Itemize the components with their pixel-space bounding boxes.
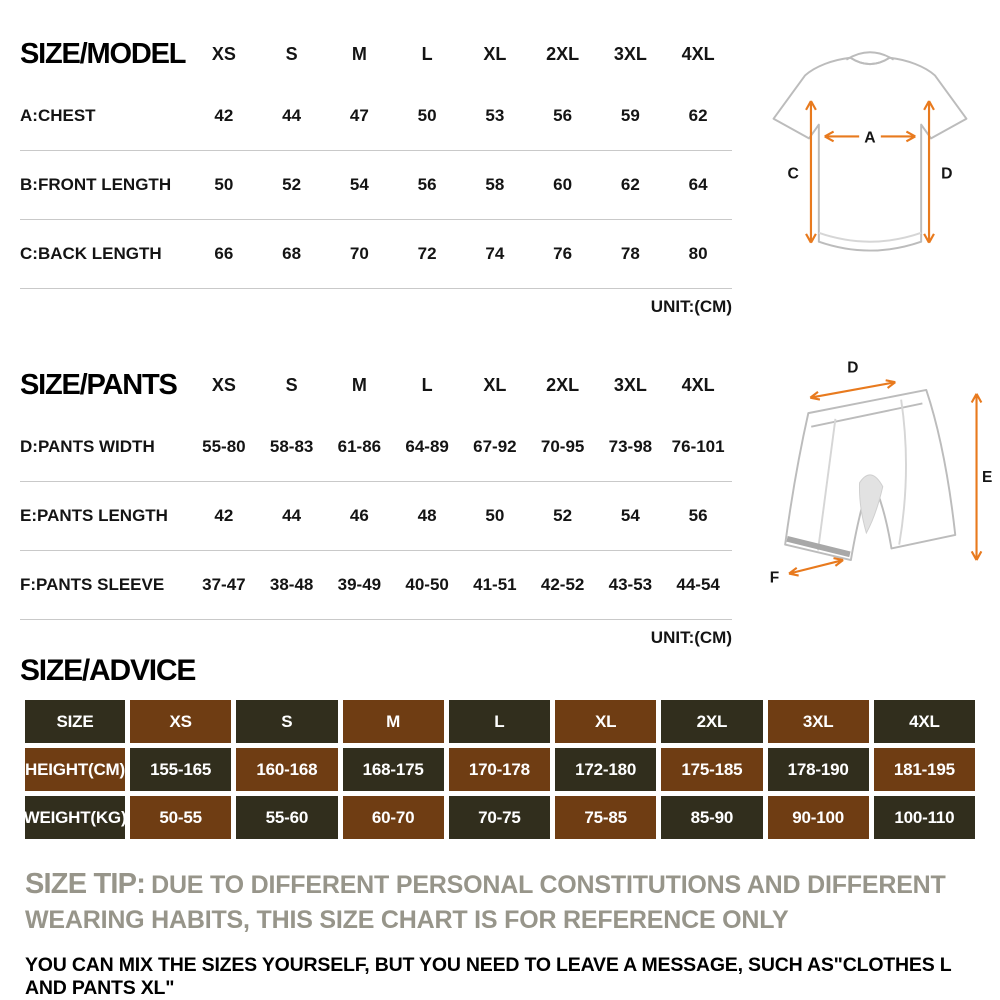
advice-header-cell: SIZE	[25, 700, 125, 743]
shorts-diagram	[754, 359, 998, 591]
size-header-row	[20, 357, 732, 413]
measurement-row	[20, 482, 732, 551]
section-title: SIZE/PANTS	[20, 368, 177, 401]
size-value-cell: 67-92	[473, 437, 517, 456]
size-col-header: 2XL	[546, 43, 580, 64]
measurement-row-label: C:BACK LENGTH	[20, 244, 162, 263]
size-value-cell: 58	[485, 175, 505, 194]
jersey-outline	[774, 52, 967, 250]
advice-value-cell: 100-110	[874, 796, 975, 839]
size-value-cell: 52	[282, 175, 302, 194]
size-value-cell: 50	[417, 106, 437, 125]
jersey-front-length-label: D	[941, 165, 953, 183]
size-value-cell: 66	[214, 244, 234, 263]
size-col-header: XL	[483, 43, 507, 64]
size-pants-section	[0, 331, 1000, 648]
jersey-diagram	[742, 40, 998, 286]
size-tip	[25, 865, 970, 938]
advice-value-cell: 90-100	[768, 796, 869, 839]
advice-value-cell: 55-60	[236, 796, 337, 839]
size-value-cell: 78	[620, 244, 640, 263]
size-value-cell: 40-50	[405, 575, 449, 594]
size-value-cell: 43-53	[608, 575, 653, 594]
shorts-width-label: D	[847, 359, 859, 377]
advice-value-cell: 75-85	[555, 796, 656, 839]
size-value-cell: 52	[553, 506, 573, 525]
advice-value-cell: 172-180	[555, 748, 656, 791]
size-value-cell: 70	[349, 244, 369, 263]
size-model-table	[20, 26, 732, 289]
section-title: SIZE/MODEL	[20, 37, 186, 70]
size-value-cell: 37-47	[202, 575, 246, 594]
advice-value-cell: WEIGHT(KG)	[25, 796, 125, 839]
size-value-cell: 56	[688, 506, 708, 525]
size-col-header: S	[285, 374, 298, 395]
size-value-cell: 61-86	[337, 437, 382, 456]
advice-value-cell: 50-55	[130, 796, 231, 839]
measurement-row	[20, 151, 732, 220]
size-value-cell: 74	[485, 244, 505, 263]
advice-header-cell: S	[236, 700, 337, 743]
size-advice-section	[0, 654, 1000, 839]
size-value-cell: 42-52	[540, 575, 585, 594]
size-model-section	[0, 0, 1000, 317]
advice-value-cell: 170-178	[449, 748, 550, 791]
size-value-cell: 44	[282, 506, 302, 525]
size-value-cell: 56	[553, 106, 573, 125]
measurement-row-label: D:PANTS WIDTH	[20, 437, 155, 456]
size-value-cell: 72	[417, 244, 437, 263]
advice-value-cell: 85-90	[661, 796, 762, 839]
model-unit-label: UNIT:(CM)	[650, 297, 732, 316]
size-tip-label: SIZE TIP:	[25, 868, 146, 900]
advice-value-cell: 168-175	[343, 748, 444, 791]
size-value-cell: 54	[349, 175, 369, 194]
size-col-header: 4XL	[681, 374, 715, 395]
advice-value-cell: 155-165	[130, 748, 231, 791]
size-col-header: 4XL	[681, 43, 715, 64]
measurement-row	[20, 413, 732, 482]
jersey-chest-label: A	[864, 129, 876, 147]
size-col-header: M	[351, 374, 367, 395]
advice-value-cell: 160-168	[236, 748, 337, 791]
size-header-row	[20, 26, 732, 82]
measurement-row-label: A:CHEST	[20, 106, 96, 125]
measurement-row	[20, 220, 732, 289]
advice-header-cell: XS	[130, 700, 231, 743]
size-value-cell: 64	[688, 175, 708, 194]
size-value-cell: 64-89	[405, 437, 449, 456]
size-value-cell: 54	[620, 506, 640, 525]
advice-header-cell: 2XL	[661, 700, 762, 743]
size-value-cell: 39-49	[337, 575, 382, 594]
size-value-cell: 80	[688, 244, 708, 263]
size-col-header: S	[285, 43, 298, 64]
size-value-cell: 41-51	[473, 575, 517, 594]
advice-header-cell: 3XL	[768, 700, 869, 743]
advice-value-cell: 181-195	[874, 748, 975, 791]
size-value-cell: 62	[688, 106, 708, 125]
size-tip-text: DUE TO DIFFERENT PERSONAL CONSTITUTIONS AND DIFFERENT WEARING HABITS, THIS SIZE CHART IS FOR REFERENCE ONLY	[25, 871, 946, 935]
shorts-chamois	[859, 475, 882, 533]
size-value-cell: 50	[485, 506, 505, 525]
advice-value-cell: 60-70	[343, 796, 444, 839]
size-value-cell: 48	[417, 506, 437, 525]
measurement-row-label: F:PANTS SLEEVE	[20, 575, 165, 594]
size-value-cell: 44-54	[676, 575, 720, 594]
size-value-cell: 44	[282, 106, 302, 125]
size-value-cell: 50	[214, 175, 234, 194]
shorts-sleeve-label: F	[769, 569, 780, 587]
size-col-header: L	[421, 43, 433, 64]
size-col-header: XL	[483, 374, 507, 395]
mix-sizes-note: YOU CAN MIX THE SIZES YOURSELF, BUT YOU NEED TO LEAVE A MESSAGE, SUCH AS"CLOTHES L AND PANTS XL"	[25, 953, 952, 999]
size-col-header: L	[421, 374, 433, 395]
size-col-header: 3XL	[613, 374, 647, 395]
size-value-cell: 42	[214, 506, 234, 525]
size-value-cell: 46	[349, 506, 369, 525]
jersey-back-length-label: C	[787, 165, 799, 183]
size-value-cell: 55-80	[202, 437, 246, 456]
size-value-cell: 59	[620, 106, 640, 125]
measurement-row	[20, 82, 732, 151]
advice-header-cell: 4XL	[874, 700, 975, 743]
size-value-cell: 76-101	[671, 437, 725, 456]
advice-header-cell: XL	[555, 700, 656, 743]
size-value-cell: 62	[620, 175, 640, 194]
measurement-row	[20, 551, 732, 620]
size-value-cell: 47	[349, 106, 369, 125]
size-value-cell: 73-98	[608, 437, 653, 456]
size-value-cell: 53	[485, 106, 505, 125]
size-advice-table	[25, 700, 975, 839]
pants-unit-label: UNIT:(CM)	[650, 628, 732, 647]
measurement-row-label: B:FRONT LENGTH	[20, 175, 172, 194]
measurement-row-label: E:PANTS LENGTH	[20, 506, 168, 525]
advice-value-cell: 70-75	[449, 796, 550, 839]
advice-value-cell: 175-185	[661, 748, 762, 791]
size-col-header: M	[351, 43, 367, 64]
advice-header-cell: M	[343, 700, 444, 743]
size-col-header: 3XL	[613, 43, 647, 64]
size-value-cell: 42	[214, 106, 234, 125]
size-col-header: XS	[211, 43, 236, 64]
size-value-cell: 76	[553, 244, 573, 263]
size-col-header: XS	[211, 374, 236, 395]
size-value-cell: 70-95	[540, 437, 585, 456]
advice-header-cell: L	[449, 700, 550, 743]
advice-value-cell: HEIGHT(CM)	[25, 748, 125, 791]
size-advice-title: SIZE/ADVICE	[20, 654, 196, 687]
shorts-length-label: E	[982, 468, 993, 486]
size-value-cell: 58-83	[269, 437, 314, 456]
size-value-cell: 60	[553, 175, 573, 194]
advice-value-cell: 178-190	[768, 748, 869, 791]
size-value-cell: 38-48	[269, 575, 314, 594]
size-value-cell: 56	[417, 175, 437, 194]
size-value-cell: 68	[282, 244, 302, 263]
size-col-header: 2XL	[546, 374, 580, 395]
size-pants-table	[20, 357, 732, 620]
